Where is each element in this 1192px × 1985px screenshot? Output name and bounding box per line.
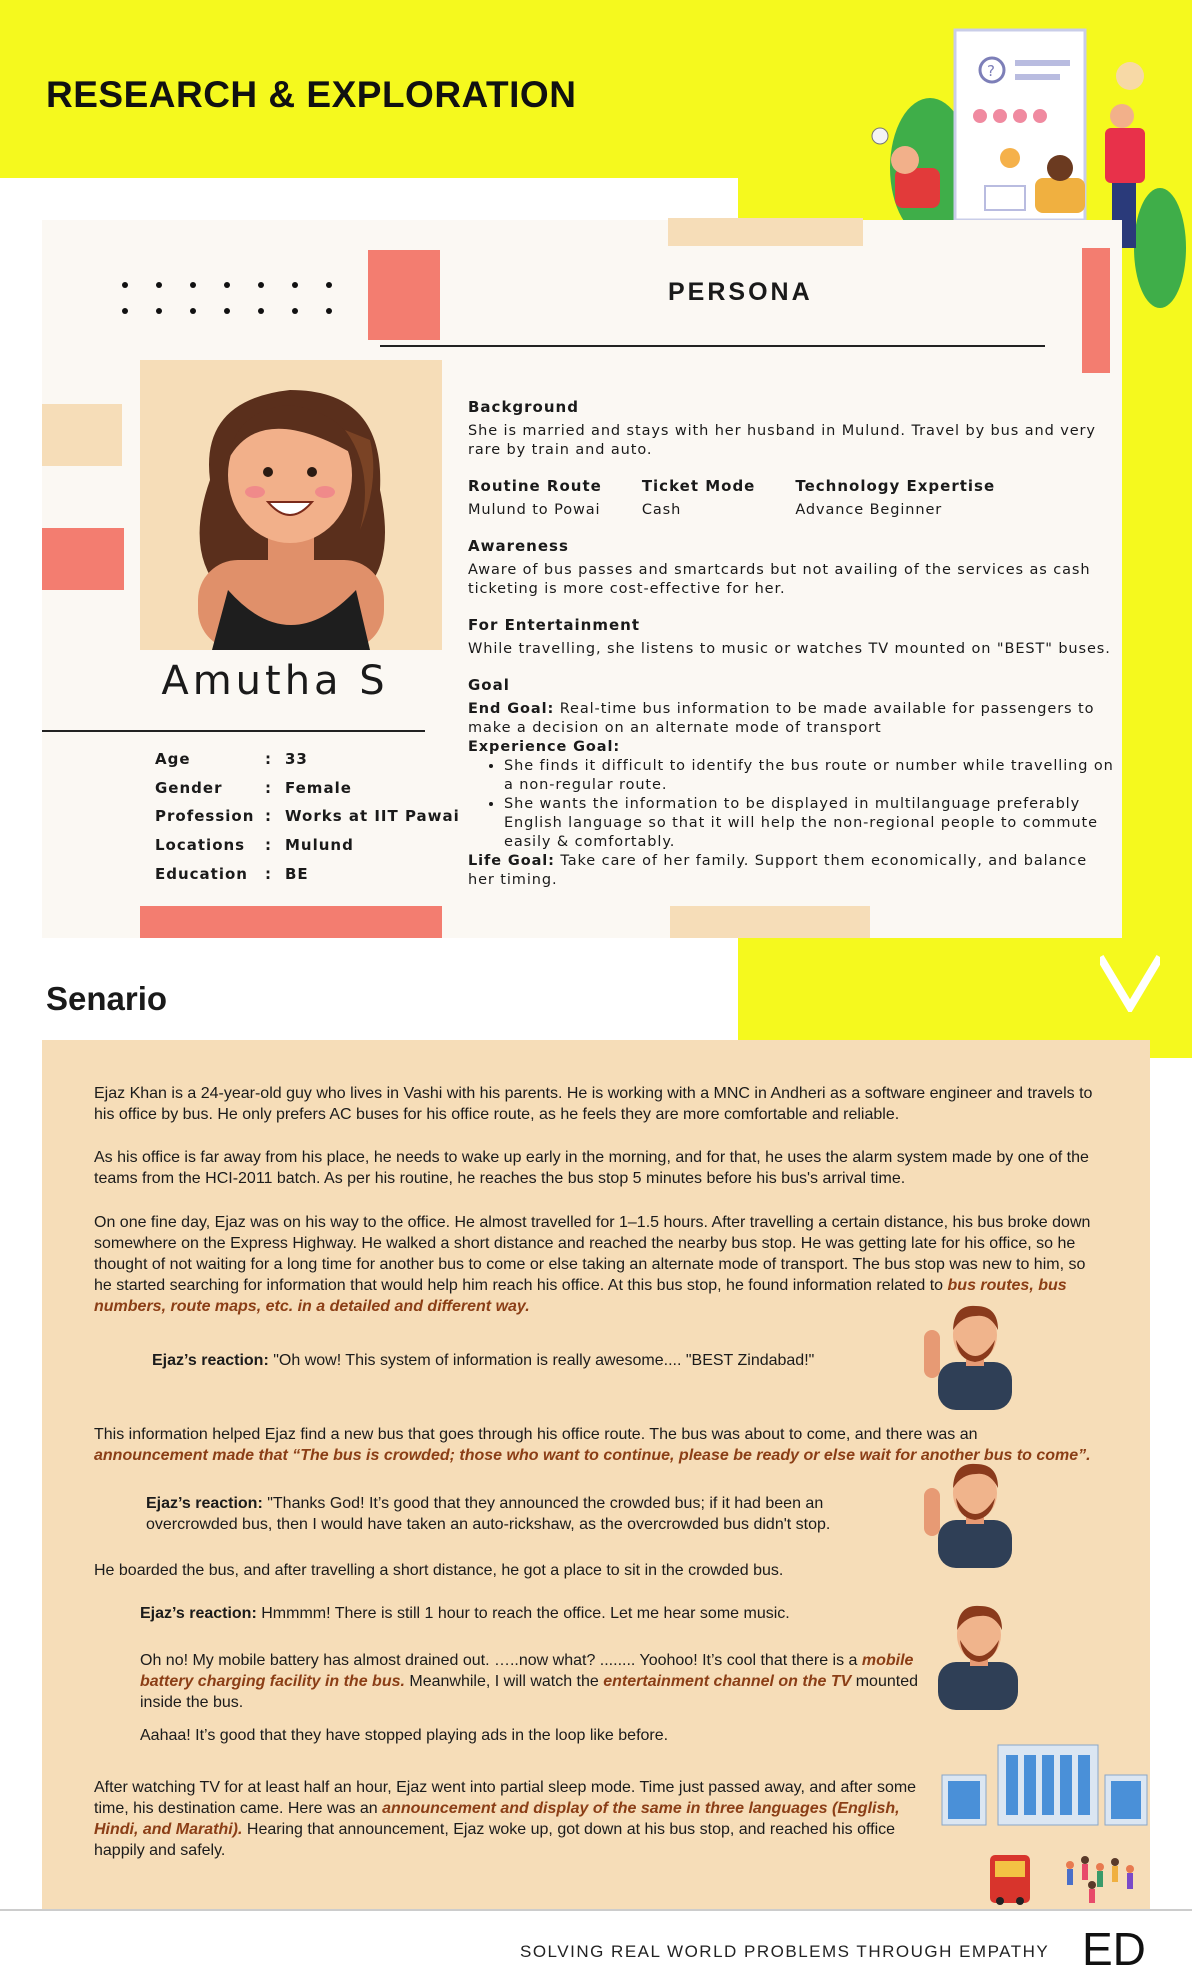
man-portrait-icon <box>926 1600 1030 1710</box>
background-heading: Background <box>468 398 579 416</box>
city-bus-illustration <box>940 1735 1150 1907</box>
entertainment-heading: For Entertainment <box>468 616 640 634</box>
deco-peach-bottom <box>670 906 870 938</box>
reaction-text: "Thanks God! It’s good that they announced the crowded bus; if it had been an overcrowded bus, then I would have taken an auto-rickshaw, as the overcrowded bus didn't stop. <box>146 1495 831 1533</box>
detail-label: Education <box>155 864 248 883</box>
deco-coral-block <box>368 250 440 340</box>
entertainment-text: While travelling, she listens to music or watches TV mounted on "BEST" buses. <box>468 641 1111 657</box>
detail-label: Locations <box>155 836 246 855</box>
ticket-heading: Ticket Mode <box>641 477 756 495</box>
detail-value: Mulund <box>285 836 354 855</box>
man-waving-icon <box>918 1300 1022 1410</box>
awareness-text: Aware of bus passes and smartcards but not availing of the services as cash ticketing is more cost-effective for her. <box>468 562 1091 597</box>
footer-divider <box>0 1909 1192 1911</box>
detail-value: BE <box>285 864 309 883</box>
persona-name: Amutha S <box>161 658 389 704</box>
route-heading: Routine Route <box>468 477 602 495</box>
highlight-text: announcement made that “The bus is crowded; those who want to continue, please be ready or else wait for another bus to come”. <box>94 1447 1091 1464</box>
avatar <box>140 360 442 650</box>
background-text: She is married and stays with her husband in Mulund. Travel by bus and very rare by train and auto. <box>468 423 1096 458</box>
reaction-label: Ejaz’s reaction: <box>152 1352 269 1369</box>
persona-info <box>468 398 1118 890</box>
experience-goal-label: Experience Goal: <box>468 739 621 755</box>
scenario-title: Senario <box>46 980 168 1017</box>
woman-avatar-icon <box>140 360 442 650</box>
reaction-3 <box>140 1603 900 1624</box>
reaction-text: Hmmmm! There is still 1 hour to reach the office. Let me hear some music. <box>256 1605 790 1622</box>
footer-logo: ED <box>1082 1923 1146 1975</box>
list-item: • She finds it difficult to identify the bus route or number while travelling on a non-regular route. <box>504 757 1118 795</box>
detail-value: Works at IIT Pawai <box>285 807 460 826</box>
highlight-text: entertainment channel on the TV <box>603 1673 852 1690</box>
reaction-3-continued <box>140 1650 920 1713</box>
dot-grid <box>122 282 342 318</box>
reaction-text: "Oh wow! This system of information is really awesome.... "BEST Zindabad!" <box>268 1352 815 1369</box>
paragraph-text: Hearing that announcement, Ejaz woke up, got down at his bus stop, and reached his office happily and safely. <box>94 1821 896 1859</box>
end-goal-label: End Goal: <box>468 701 555 717</box>
deco-coral-left <box>42 528 124 590</box>
entertainment-section <box>468 616 1118 659</box>
route-text: Mulund to Powai <box>468 502 601 518</box>
goal-heading: Goal <box>468 676 510 694</box>
goal-section <box>468 676 1118 890</box>
scenario-paragraph-1: Ejaz Khan is a 24-year-old guy who lives in Vashi with his parents. He is working with a MNC in Andheri as a software engineer and travels to his office by bus. He only prefers AC buses for his office route, as he feels they are more comfortable and reliable. <box>94 1085 1093 1123</box>
life-goal-label: Life Goal: <box>468 853 555 869</box>
deco-coral-right <box>1082 248 1110 373</box>
page-title: RESEARCH & EXPLORATION <box>46 74 577 115</box>
paragraph-text: On one fine day, Ejaz was on his way to the office. He almost travelled for 1–1.5 hours. After travelling a certain distance, his bus broke down somewhere on the Express Highway. He walked a short distance and reached the nearby bus stop. He was getting late for his office, so he thought of not waiting for a long time for another bus to come or else taking an alternate mode of transport. The bus stop was new to him, so he started searching for information that would help him reach his office. At this bus stop, he found information related to <box>94 1214 1091 1294</box>
deco-coral-bottom <box>140 906 442 938</box>
highlight-text: bus routes, bus numbers, route maps, etc. in a detailed and different way. <box>94 1277 1067 1315</box>
scenario-paragraph-2: As his office is far away from his place, he needs to wake up early in the morning, and for that, he uses the alarm system made by one of the teams from the HCI-2011 batch. As per his routine, he reaches the bus stop 5 minutes before his bus's arrival time. <box>94 1149 1089 1187</box>
reaction-text: Oh no! My mobile battery has almost drained out. …..now what? ........ Yoohoo! It’s cool that there is a <box>140 1652 862 1669</box>
reaction-text: Meanwhile, I will watch the <box>404 1673 604 1690</box>
paragraph-text: This information helped Ejaz find a new bus that goes through his office route. The bus was about to come, and there was an <box>94 1426 978 1443</box>
scenario-paragraph-6 <box>94 1777 939 1861</box>
highlight-text: mobile battery charging facility in the bus. <box>140 1652 914 1690</box>
chevron-decor-icon <box>1100 952 1160 1012</box>
persona-title: PERSONA <box>668 278 813 306</box>
ticket-text: Cash <box>641 502 682 518</box>
reaction-3-end: Aahaa! It’s good that they have stopped playing ads in the loop like before. <box>140 1727 669 1744</box>
life-goal <box>468 852 1118 890</box>
end-goal-text: Real-time bus information to be made available for passengers to make a decision on an alternate mode of transport <box>468 701 1095 736</box>
footer-tagline: SOLVING REAL WORLD PROBLEMS THROUGH EMPATHY <box>520 1942 1050 1961</box>
detail-label: Age <box>155 750 191 768</box>
experience-goal-list <box>468 757 1118 852</box>
reaction-label: Ejaz’s reaction: <box>140 1605 257 1622</box>
experience-goal <box>468 738 1118 757</box>
tech-heading: Technology Expertise <box>795 477 996 495</box>
life-goal-text: Take care of her family. Support them economically, and balance her timing. <box>468 853 1088 888</box>
scenario-paragraph-5: He boarded the bus, and after travelling a short distance, he got a place to sit in the crowded bus. <box>94 1562 784 1579</box>
detail-label: Gender <box>155 778 223 797</box>
reaction-1 <box>152 1350 902 1371</box>
detail-value: 33 <box>285 750 308 768</box>
paragraph-text: After watching TV for at least half an hour, Ejaz went into partial sleep mode. Time just passed away, and after some time, his destination came. Here was an <box>94 1779 917 1817</box>
reaction-text: mounted inside the bus. <box>140 1673 918 1711</box>
deco-peach-left <box>42 404 122 466</box>
detail-value: Female <box>285 778 352 797</box>
end-goal <box>468 700 1118 738</box>
route-ticket-tech <box>468 477 1118 520</box>
svg-text:?: ? <box>987 62 995 80</box>
reaction-2 <box>146 1493 886 1535</box>
awareness-heading: Awareness <box>468 537 569 555</box>
persona-divider <box>380 345 1045 347</box>
list-item: • She wants the information to be displayed in multilanguage preferably English language so that it will help the non-regional people to commute easily & comfortably. <box>504 795 1118 852</box>
deco-peach-top <box>668 218 863 246</box>
tech-text: Advance Beginner <box>795 502 943 518</box>
highlight-text: announcement and display of the same in three languages (English, Hindi, and Marathi). <box>94 1800 900 1838</box>
reaction-label: Ejaz’s reaction: <box>146 1495 263 1512</box>
man-waving-icon <box>918 1458 1022 1568</box>
background-section <box>468 398 1118 460</box>
awareness-section <box>468 537 1118 599</box>
name-divider <box>42 730 425 732</box>
detail-label: Profession <box>155 807 255 826</box>
